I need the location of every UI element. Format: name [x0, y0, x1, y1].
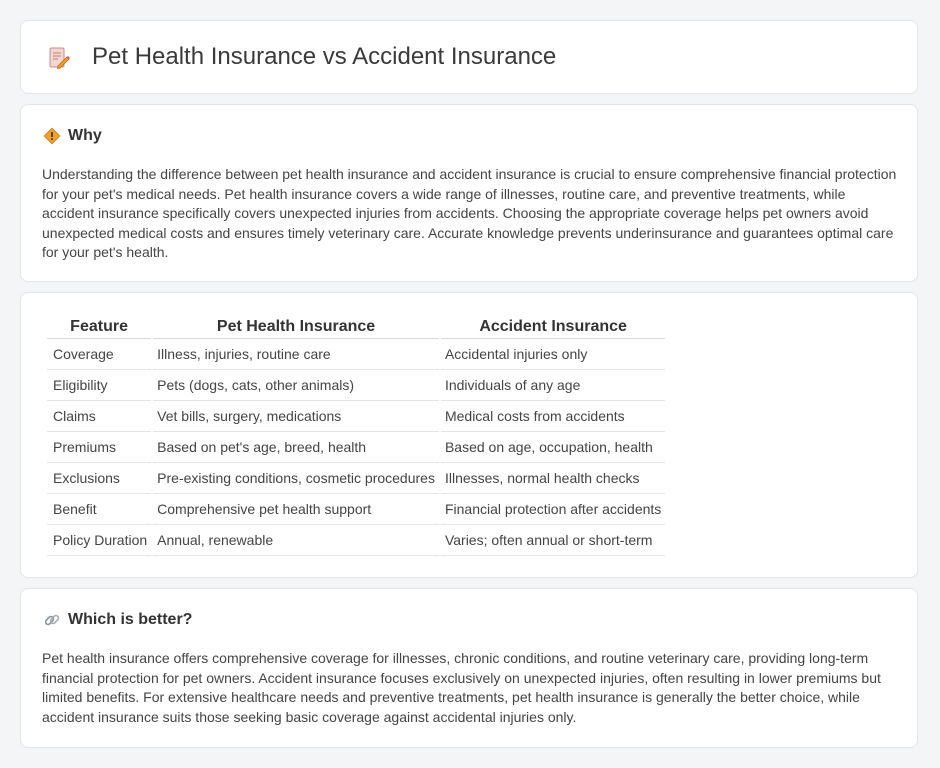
why-heading: Why: [68, 127, 102, 144]
table-cell: Policy Duration: [47, 525, 151, 556]
page-title: Pet Health Insurance vs Accident Insurance: [92, 43, 557, 70]
table-cell: Illnesses, normal health checks: [441, 463, 665, 494]
better-heading: Which is better?: [68, 611, 193, 628]
table-row: [47, 525, 665, 556]
table-cell: Vet bills, surgery, medications: [153, 401, 439, 432]
table-row: [47, 494, 665, 525]
why-heading-row: [43, 127, 102, 145]
table-row: [47, 370, 665, 401]
table-cell: Individuals of any age: [441, 370, 665, 401]
table-cell: Based on pet's age, breed, health: [153, 432, 439, 463]
header-card: [20, 20, 918, 94]
table-cell: Financial protection after accidents: [441, 494, 665, 525]
better-heading-row: [43, 611, 192, 629]
table-header-row: [47, 313, 665, 339]
table-cell: Benefit: [47, 494, 151, 525]
why-text: Understanding the difference between pet health insurance and accident insurance is crucial to ensure comprehensive financial protection for your pet's medical needs. Pet health insurance covers a wide range of illnesses, routine care, and preventive treatments, while accident insurance specifically covers unexpected injuries from accidents. Choosing the appropriate coverage helps pet owners avoid unexpected medical costs and ensures timely veterinary care. Accurate knowledge prevents underinsurance and guarantees optimal care for your pet's health.: [42, 166, 897, 261]
comparison-section: [20, 292, 918, 578]
column-header-feature: Feature: [47, 313, 151, 339]
table-cell: Based on age, occupation, health: [441, 432, 665, 463]
table-cell: Annual, renewable: [153, 525, 439, 556]
diamond-warning-icon: [43, 127, 61, 145]
table-cell: Comprehensive pet health support: [153, 494, 439, 525]
comparison-table: [45, 313, 667, 556]
table-cell: Pre-existing conditions, cosmetic procedures: [153, 463, 439, 494]
table-cell: Coverage: [47, 339, 151, 370]
table-cell: Varies; often annual or short-term: [441, 525, 665, 556]
column-header-accident: Accident Insurance: [441, 313, 665, 339]
table-cell: Accidental injuries only: [441, 339, 665, 370]
table-cell: Claims: [47, 401, 151, 432]
link-icon: [43, 611, 61, 629]
column-header-pet-health: Pet Health Insurance: [153, 313, 439, 339]
table-cell: Eligibility: [47, 370, 151, 401]
table-cell: Premiums: [47, 432, 151, 463]
why-section: [20, 104, 918, 282]
table-row: [47, 401, 665, 432]
table-cell: Illness, injuries, routine care: [153, 339, 439, 370]
table-row: [47, 463, 665, 494]
better-text: Pet health insurance offers comprehensive coverage for illnesses, chronic conditions, and routine veterinary care, providing long-term financial protection for pet owners. Accident insurance focuses exclusively on unexpected injuries, often resulting in lower premiums but limited benefits. For extensive healthcare needs and preventive treatments, pet health insurance is generally the better choice, while accident insurance suits those seeking basic coverage against accidental injuries only.: [42, 650, 881, 725]
which-is-better-section: [20, 588, 918, 748]
table-row: [47, 432, 665, 463]
table-cell: Medical costs from accidents: [441, 401, 665, 432]
document-pencil-icon: [47, 46, 71, 70]
table-cell: Exclusions: [47, 463, 151, 494]
table-row: [47, 339, 665, 370]
table-cell: Pets (dogs, cats, other animals): [153, 370, 439, 401]
